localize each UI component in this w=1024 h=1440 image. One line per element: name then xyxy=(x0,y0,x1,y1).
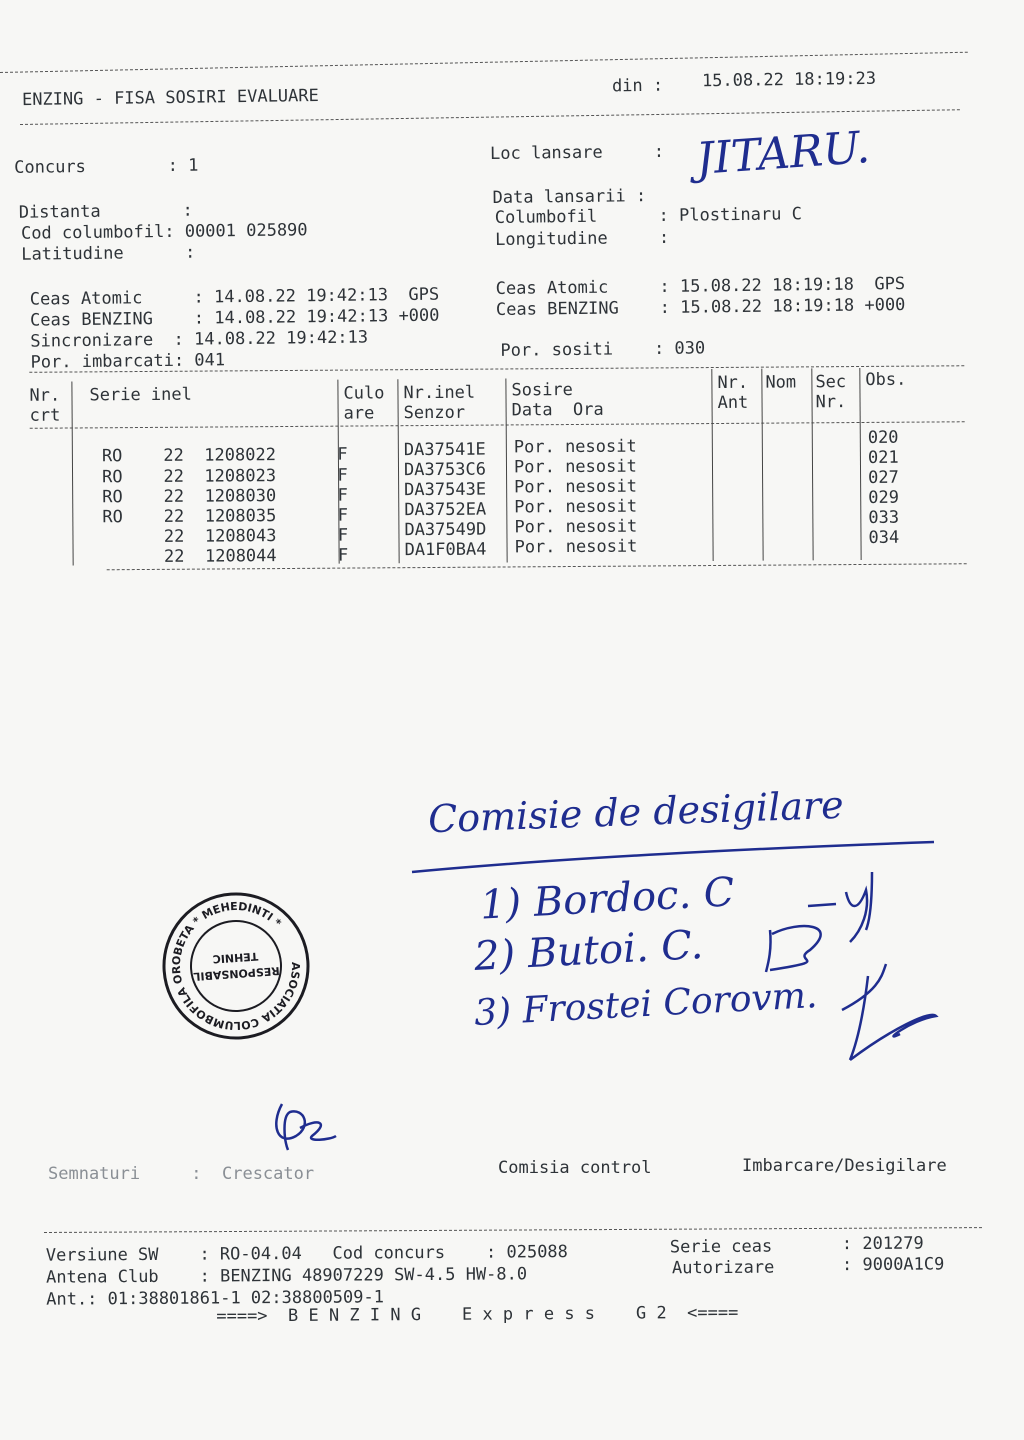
table-row-1-senzor: DA37541E xyxy=(403,439,486,461)
header-obs: Obs. xyxy=(865,369,907,390)
table-row-6-obs: 034 xyxy=(868,527,900,548)
imbarcare-label: Imbarcare/Desigilare xyxy=(742,1156,947,1176)
commission-member-2: 2) Butoi. C. xyxy=(472,922,705,980)
header-crt: crt xyxy=(29,405,61,426)
date-label: din : xyxy=(611,75,664,97)
table-row-6-senzor: DA1F0BA4 xyxy=(404,539,487,561)
ceas-benzing-right: Ceas BENZING : 15.08.22 18:19:18 +000 xyxy=(495,294,906,320)
table-row-5-senzor: DA37549D xyxy=(404,519,487,541)
table-row-4-sosire: Por. nesosit xyxy=(514,496,638,518)
header-nr: Nr. xyxy=(29,385,61,406)
commission-member-3: 3) Frostei Corovm. xyxy=(473,975,819,1034)
por-imbarcati-field: Por. imbarcati: 041 xyxy=(30,350,226,373)
sheet-title: ENZING - FISA SOSIRI EVALUARE xyxy=(21,85,319,111)
ceas-atomic-left: Ceas Atomic : 14.08.22 19:42:13 GPS xyxy=(29,284,440,310)
table-row-4-obs: 029 xyxy=(868,487,900,508)
header-nr-inel: Nr.inel xyxy=(403,382,476,404)
loc-lansare-field: Loc lansare : xyxy=(489,141,665,165)
cod-columbofil-field: Cod columbofil: 00001 025890 xyxy=(20,220,308,244)
header-nr-ant: Nr. xyxy=(717,372,749,393)
header-senzor: Senzor xyxy=(403,402,466,424)
table-row-5-serie: 22 1208043 F xyxy=(102,525,349,548)
stamp-outer-text: ASOCIATIA COLUMBOFILA OROBETA * MEHEDINTI * xyxy=(169,899,303,1033)
table-row-3-obs: 027 xyxy=(868,467,899,488)
table-row-1-serie: RO 22 1208022 F xyxy=(101,444,348,467)
columbofil-field: Columbofil : Plostinaru C xyxy=(494,204,803,228)
footer-serie-ceas-value: : 201279 xyxy=(841,1233,924,1255)
header-nom: Nom xyxy=(765,372,797,393)
table-row-1-obs: 020 xyxy=(867,427,899,448)
header-ant: Ant xyxy=(717,392,749,413)
footer-ant: Ant.: 01:38801861-1 02:38800509-1 xyxy=(46,1287,385,1310)
table-row-2-obs: 021 xyxy=(867,447,899,468)
commission-title: Comisie de desigilare xyxy=(427,782,845,842)
footer-autorizare-label: Autorizare xyxy=(671,1257,775,1279)
footer-antena: Antena Club : BENZING 48907229 SW-4.5 HW-8.0 xyxy=(45,1264,528,1288)
table-row-5-sosire: Por. nesosit xyxy=(514,516,638,538)
commission-member-1: 1) Bordoc. C xyxy=(478,869,736,929)
signatures-label: Semnaturi : Crescator xyxy=(48,1164,315,1184)
table-row-3-senzor: DA37543E xyxy=(404,479,487,501)
sincronizare-field: Sincronizare : 14.08.22 19:42:13 xyxy=(30,327,369,352)
latitudine-field: Latitudine : xyxy=(21,242,196,265)
header-culo: Culo xyxy=(343,383,385,404)
date-value: 15.08.22 18:19:23 xyxy=(701,68,877,92)
table-row-2-serie: RO 22 1208023 F xyxy=(101,465,348,488)
table-row-5-obs: 033 xyxy=(868,507,900,528)
footer-serie-ceas-label: Serie ceas xyxy=(669,1236,773,1258)
header-sec: Sec xyxy=(815,372,847,393)
table-row-3-sosire: Por. nesosit xyxy=(514,476,638,498)
table-row-2-senzor: DA3753C6 xyxy=(403,459,486,481)
ceas-benzing-left: Ceas BENZING : 14.08.22 19:42:13 +000 xyxy=(29,305,440,331)
header-sec-nr: Nr. xyxy=(815,392,847,413)
footer-autorizare-value: : 9000A1C9 xyxy=(841,1254,945,1276)
header-sosire: Sosire xyxy=(511,379,573,401)
distanta-field: Distanta : xyxy=(18,200,193,223)
table-row-4-serie: RO 22 1208035 F xyxy=(102,505,349,528)
header-are: are xyxy=(343,403,375,424)
footer-versiune: Versiune SW : RO-04.04 Cod concurs : 025088 xyxy=(45,1242,568,1266)
handwritten-location: JITARU. xyxy=(694,121,872,186)
table-row-6-sosire: Por. nesosit xyxy=(514,536,638,558)
data-lansarii-field: Data lansarii : xyxy=(492,186,647,208)
concurs-field: Concurs : 1 xyxy=(14,155,199,178)
header-data-ora: Data Ora xyxy=(511,399,604,421)
header-serie-inel: Serie inel xyxy=(89,384,192,406)
comisia-control-label: Comisia control xyxy=(498,1158,652,1178)
stamp-inner-line-2: TEHNIC xyxy=(212,949,259,966)
table-row-2-sosire: Por. nesosit xyxy=(513,456,637,478)
ceas-atomic-right: Ceas Atomic : 15.08.22 18:19:18 GPS xyxy=(495,273,906,299)
longitudine-field: Longitudine : xyxy=(495,227,670,250)
table-row-3-serie: RO 22 1208030 F xyxy=(102,485,348,508)
table-row-1-sosire: Por. nesosit xyxy=(513,436,637,458)
por-sositi-field: Por. sositi : 030 xyxy=(500,338,706,361)
footer-brand-line: ====> B E N Z I N G E x p r e s s G 2 <==== xyxy=(216,1302,739,1327)
stamp-inner-line-1: RESPONSABIL xyxy=(192,963,281,983)
table-row-4-senzor: DA3752EA xyxy=(404,499,487,521)
table-row-6-serie: 22 1208044 F xyxy=(102,545,349,568)
